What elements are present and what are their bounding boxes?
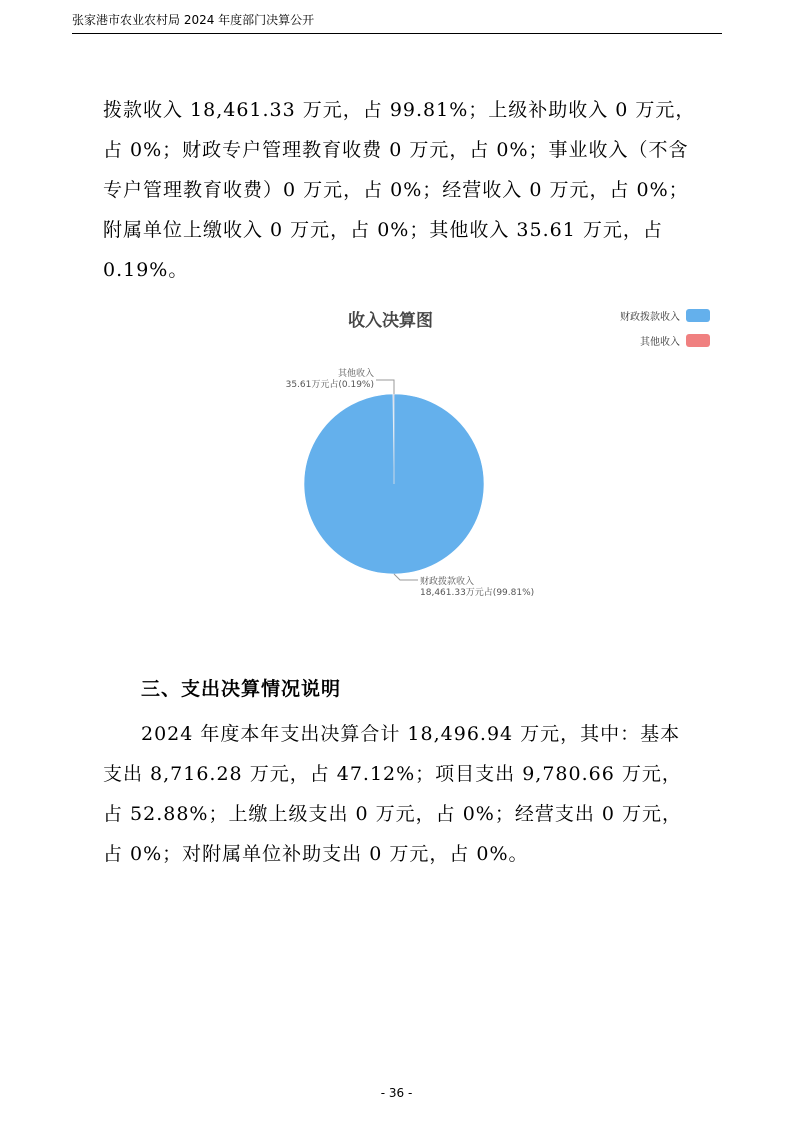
leader-line-other bbox=[376, 380, 394, 394]
header-divider bbox=[72, 33, 722, 34]
legend-label: 其他收入 bbox=[640, 337, 680, 348]
data-label-other-value: 35.61万元占(0.19%) bbox=[285, 380, 374, 390]
page-header: 张家港市农业农村局 2024 年度部门决算公开 bbox=[72, 13, 315, 27]
data-label-fiscal-value: 18,461.33万元占(99.81%) bbox=[420, 588, 535, 598]
page-number: - 36 - bbox=[380, 1086, 413, 1100]
data-label-other-name: 其他收入 bbox=[337, 369, 374, 379]
income-paragraph: 拨款收入 18,461.33 万元，占 99.81%；上级补助收入 0 万元，占 0%；财政专户管理教育收费 0 万元，占 0%；事业收入（不含专户管理教育收费）0 万元，占 0%；经营收入 0 万元，占 0%；附属单位上缴收入 0 万元，占 0%；其他收入 35.61 万元，占 0.19%。 bbox=[103, 99, 696, 281]
expenditure-paragraph: 2024 年度本年支出决算合计 18,496.94 万元，其中：基本支出 8,716.28 万元，占 47.12%；项目支出 9,780.66 万元，占 52.88%；上缴上级支出 0 万元，占 0%；经营支出 0 万元，占 0%；对附属单位补助支出 0 万元，占 0%。 bbox=[103, 723, 683, 865]
income-pie-chart bbox=[255, 296, 735, 616]
chart-title: 收入决算图 bbox=[348, 311, 433, 331]
section-heading: 三、支出决算情况说明 bbox=[141, 678, 342, 700]
legend-label: 财政拨款收入 bbox=[620, 312, 680, 323]
data-label-fiscal-name: 财政拨款收入 bbox=[420, 577, 475, 587]
leader-line-fiscal bbox=[394, 574, 418, 580]
